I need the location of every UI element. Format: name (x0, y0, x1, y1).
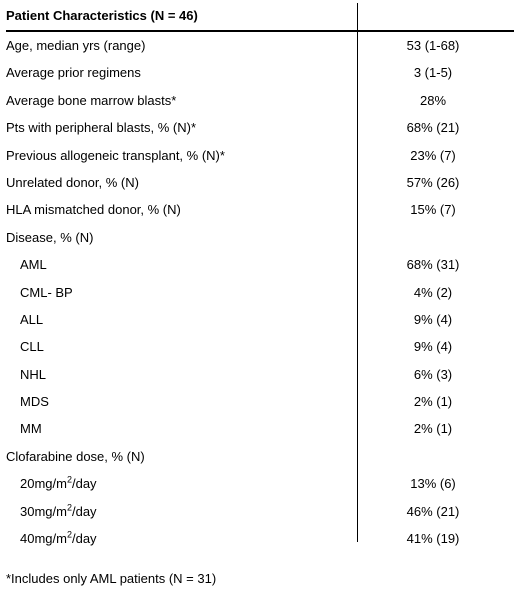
table-row (6, 251, 514, 278)
row-label: Average prior regimens (6, 65, 141, 81)
row-value: 57% (26) (406, 174, 460, 190)
row-label: HLA mismatched donor, % (N) (6, 202, 181, 218)
row-label: NHL (20, 366, 47, 382)
row-value: 6% (3) (413, 366, 453, 382)
table-row (6, 87, 514, 114)
row-value: 23% (7) (410, 147, 456, 163)
table-body (6, 32, 514, 552)
row-label: MDS (20, 394, 49, 410)
table-row-dose (6, 498, 514, 525)
row-value: 46% (21) (406, 503, 460, 519)
footnote: *Includes only AML patients (N = 31) (6, 571, 217, 586)
row-value: 53 (1-68) (406, 38, 460, 53)
table-row (6, 59, 514, 86)
row-label: CLL (20, 339, 44, 355)
dose-amount: 30mg/m (20, 503, 67, 519)
dose-unit: /day (71, 531, 97, 547)
row-label: Previous allogeneic transplant, % (N)* (6, 147, 225, 163)
row-value: 13% (6) (410, 476, 456, 492)
row-value: 68% (31) (406, 257, 460, 273)
row-label: Clofarabine dose, % (N) (6, 448, 145, 464)
row-label: Average bone marrow blasts* (6, 92, 177, 108)
table-row (6, 361, 514, 388)
row-value: 68% (21) (406, 120, 460, 136)
table-header-label: Patient Characteristics (N = 46) (6, 8, 198, 23)
row-label: Age, median yrs (range) (6, 38, 146, 53)
table-row (6, 279, 514, 306)
row-value: 9% (4) (413, 339, 453, 355)
table-row (6, 306, 514, 333)
dose-amount: 40mg/m (20, 531, 67, 547)
dose-label (20, 476, 97, 491)
row-label: Disease, % (N) (6, 229, 94, 245)
table-row (6, 333, 514, 360)
row-label: MM (20, 421, 42, 437)
table-row (6, 224, 514, 251)
dose-label (20, 504, 97, 519)
row-label: CML- BP (20, 284, 73, 300)
row-value: 3 (1-5) (413, 65, 453, 81)
dose-unit: /day (71, 503, 97, 519)
table-row (6, 114, 514, 141)
table-row-dose (6, 470, 514, 497)
table-row (6, 388, 514, 415)
table-row-dose (6, 525, 514, 552)
row-label: Unrelated donor, % (N) (6, 174, 139, 190)
row-value: 4% (2) (413, 284, 453, 300)
row-value: 9% (4) (413, 311, 453, 327)
dose-superscript: 2 (66, 529, 72, 540)
table-row (6, 142, 514, 169)
table-row (6, 415, 514, 442)
row-value: 15% (7) (410, 202, 456, 218)
table-row (6, 196, 514, 223)
table-header (6, 3, 514, 32)
row-value: 2% (1) (413, 394, 453, 410)
row-label: Pts with peripheral blasts, % (N)* (6, 120, 197, 136)
dose-label (20, 531, 97, 546)
table-row (6, 169, 514, 196)
table-row (6, 32, 514, 59)
row-value: 41% (19) (406, 531, 460, 547)
row-value: 2% (1) (413, 421, 453, 437)
row-value: 28% (419, 92, 447, 108)
row-label: ALL (20, 311, 44, 327)
dose-amount: 20mg/m (20, 476, 67, 492)
dose-unit: /day (71, 476, 97, 492)
table-row (6, 443, 514, 470)
patient-characteristics-table (6, 3, 514, 552)
row-label: AML (20, 257, 47, 273)
dose-superscript: 2 (66, 502, 72, 513)
dose-superscript: 2 (66, 474, 72, 485)
